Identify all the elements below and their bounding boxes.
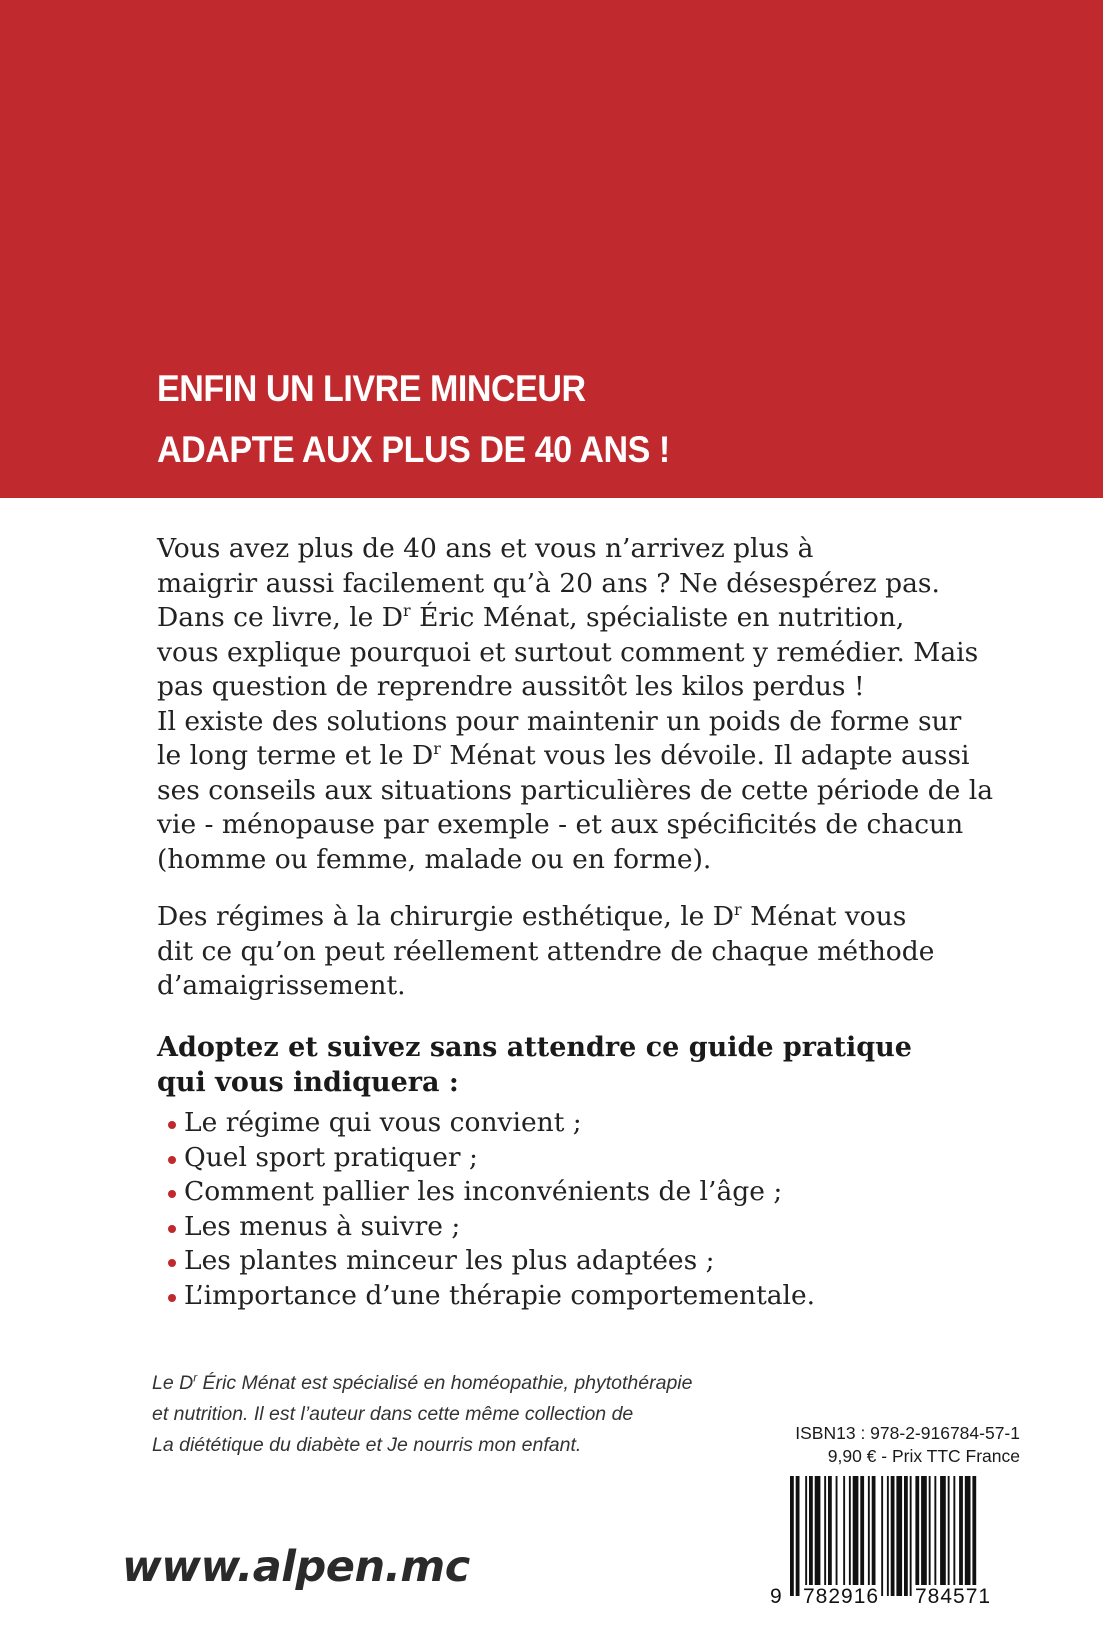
bullet-dot-icon — [168, 1294, 176, 1302]
list-item: Comment pallier les inconvénients de l’âge ; — [184, 1175, 815, 1210]
bullet-dot-icon — [168, 1259, 176, 1267]
barcode-bar — [836, 1476, 838, 1596]
guide-bullet-list — [184, 1106, 815, 1313]
text-line: vous explique pourquoi et surtout comment y remédier. Mais — [157, 636, 979, 668]
barcode-bar — [972, 1476, 976, 1596]
text-line: (homme ou femme, malade ou en forme). — [157, 843, 712, 875]
author-line: La diététique du diabète et Je nourris mon enfant. — [152, 1434, 582, 1456]
headline-line-2: ADAPTE AUX PLUS DE 40 ANS ! — [157, 429, 670, 470]
barcode-bar — [896, 1476, 902, 1596]
text-line: Des régimes à la chirurgie esthétique, le $D^r$ Ménat vous — [157, 900, 907, 932]
list-item: Quel sport pratiquer ; — [184, 1141, 815, 1176]
text-line: vie - ménopause par exemple - et aux spécificités de chacun — [157, 809, 964, 840]
author-line: Le $D^r$ Éric Ménat est spécialisé en homéopathie, phytothérapie — [152, 1371, 693, 1394]
text-line: ses conseils aux situations particulières de cette période de la — [157, 774, 994, 806]
text-line: dit ce qu’on peut réellement attendre de chaque méthode — [157, 935, 935, 967]
description-paragraph-1 — [157, 532, 1057, 877]
barcode-bar — [934, 1476, 936, 1596]
barcode-bar — [959, 1476, 963, 1596]
headline — [157, 358, 670, 480]
bullet-dot-icon — [168, 1156, 176, 1164]
lead-line-2: qui vous indiquera : — [157, 1066, 459, 1098]
barcode-bar — [790, 1476, 794, 1596]
barcode-bar — [915, 1476, 919, 1596]
barcode-bar — [921, 1476, 927, 1596]
barcode-left-digits: 782916 — [803, 1585, 880, 1608]
barcode-bar — [860, 1476, 864, 1596]
barcode-bar — [910, 1476, 912, 1596]
barcode-first-digit: 9 — [770, 1585, 782, 1608]
list-item: L’importance d’une thérapie comportementale. — [184, 1279, 815, 1314]
barcode-bar — [815, 1476, 821, 1596]
barcode-bar — [843, 1476, 845, 1596]
barcode-right-digits: 784571 — [915, 1585, 992, 1608]
barcode — [788, 1476, 1022, 1602]
text-line: maigrir aussi facilement qu’à 20 ans ? Ne désespérez pas. — [157, 567, 940, 599]
barcode-bar — [891, 1476, 895, 1596]
barcode-bar — [929, 1476, 931, 1596]
lead-line-1: Adoptez et suivez sans attendre ce guide pratique — [157, 1032, 912, 1063]
barcode-bar — [828, 1476, 832, 1596]
barcode-bar — [849, 1476, 851, 1596]
price-text: 9,90 € - Prix TTC France — [827, 1446, 1020, 1466]
barcode-bar — [965, 1476, 971, 1596]
text-line: Dans ce livre, le $D^r$ Éric Ménat, spécialiste en nutrition, — [157, 601, 905, 633]
barcode-bar — [887, 1476, 889, 1596]
isbn-text: ISBN13 : 978-2-916784-57-1 — [795, 1423, 1020, 1443]
barcode-bar — [904, 1476, 908, 1596]
barcode-bar — [824, 1476, 826, 1596]
isbn-price-block — [770, 1422, 1020, 1468]
barcode-bar — [868, 1476, 870, 1596]
barcode-bar — [940, 1476, 946, 1596]
barcode-bar — [948, 1476, 950, 1596]
description-paragraph-2 — [157, 900, 1057, 1004]
text-line: Vous avez plus de 40 ans et vous n’arrivez plus à — [157, 533, 814, 564]
text-line: d’amaigrissement. — [157, 970, 406, 1001]
barcode-bar — [796, 1476, 800, 1596]
guide-lead-heading — [157, 1031, 912, 1100]
list-item: Les menus à suivre ; — [184, 1210, 815, 1245]
barcode-bar — [805, 1476, 807, 1596]
barcode-bar — [872, 1476, 876, 1596]
text-line: le long terme et le $D^r$ Ménat vous les dévoile. Il adapte aussi — [157, 739, 970, 771]
list-item: Le régime qui vous convient ; — [184, 1106, 815, 1141]
headline-line-1: ENFIN UN LIVRE MINCEUR — [157, 368, 586, 409]
barcode-bar — [881, 1476, 883, 1596]
barcode-bar — [953, 1476, 955, 1596]
publisher-website[interactable]: www.alpen.mc — [122, 1542, 470, 1592]
barcode-icon — [788, 1476, 1022, 1602]
text-line: Il existe des solutions pour maintenir un poids de forme sur — [157, 705, 962, 737]
text-line: pas question de reprendre aussitôt les kilos perdus ! — [157, 671, 865, 702]
list-item: Les plantes minceur les plus adaptées ; — [184, 1244, 815, 1279]
bullet-dot-icon — [168, 1225, 176, 1233]
author-line: et nutrition. Il est l’auteur dans cette même collection de — [152, 1403, 634, 1425]
barcode-bar — [809, 1476, 813, 1596]
bullet-dot-icon — [168, 1190, 176, 1198]
bullet-dot-icon — [168, 1121, 176, 1129]
barcode-bar — [853, 1476, 859, 1596]
author-note — [152, 1368, 692, 1461]
